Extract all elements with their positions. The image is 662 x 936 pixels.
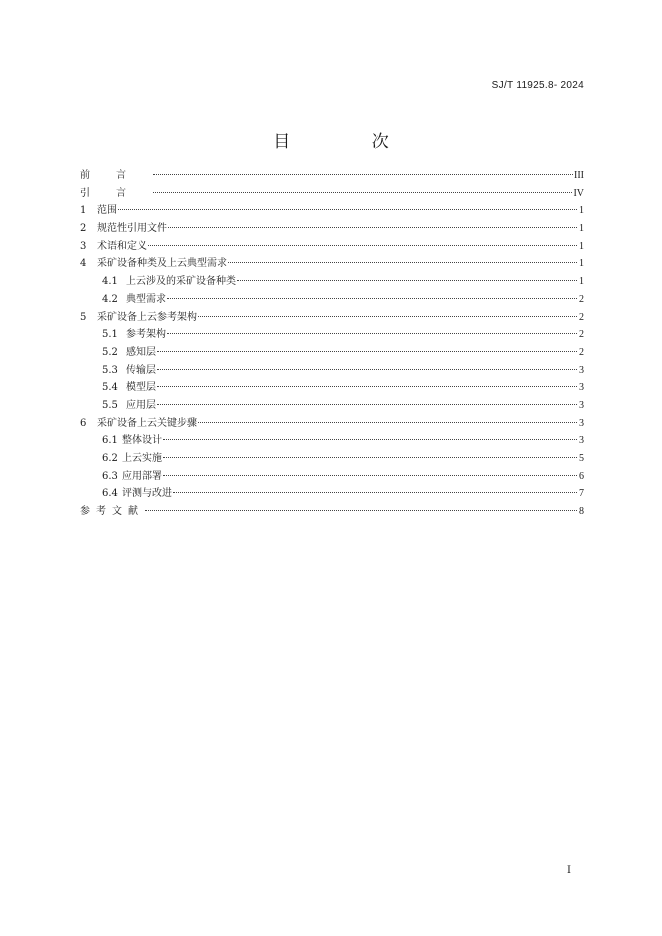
toc-entry-label: 采矿设备上云关键步骤: [97, 417, 197, 429]
toc-entry-page: 7: [579, 488, 584, 500]
toc-entry[interactable]: [80, 431, 584, 449]
toc-entry-number: 6: [80, 417, 87, 429]
dot-leader: [163, 439, 577, 440]
toc-entry-label: 评测与改进: [122, 488, 172, 500]
toc-entry[interactable]: [80, 219, 584, 237]
dot-leader: [237, 280, 577, 281]
toc-entry-number: 1: [80, 205, 87, 217]
toc-entry-number: 4.1: [102, 276, 118, 288]
toc-entry-number: 5: [80, 311, 87, 323]
toc-entry-label: 采矿设备种类及上云典型需求: [97, 258, 227, 270]
toc-entry-label: 采矿设备上云参考架构: [97, 311, 197, 323]
dot-leader: [157, 386, 577, 387]
toc-entry[interactable]: [80, 378, 584, 396]
toc-entry-number: 5.2: [102, 346, 118, 358]
toc-entry-label: 参考架构: [126, 329, 166, 341]
toc-entry-page: 1: [579, 205, 584, 217]
toc-entry-page: 1: [579, 258, 584, 270]
toc-entry-page: 3: [579, 435, 584, 447]
toc-entry[interactable]: [80, 414, 584, 432]
toc-entry-page: IV: [573, 187, 584, 199]
toc-entry-number: 6.3: [102, 470, 118, 482]
toc-entry[interactable]: [80, 201, 584, 219]
toc-entry-number: 6.2: [102, 453, 118, 464]
dot-leader: [145, 510, 577, 511]
toc-entry-page: 3: [579, 417, 584, 429]
toc-entry-label: 参考文献: [80, 506, 144, 518]
toc-entry-label: 规范性引用文件: [97, 223, 167, 235]
toc-entry-number: 3: [80, 240, 87, 252]
toc-entry-page: 3: [579, 399, 584, 411]
toc-entry-number: 5.4: [102, 382, 118, 394]
dot-leader: [167, 333, 577, 334]
toc-entry[interactable]: [80, 308, 584, 326]
toc-entry-label: 术语和定义: [97, 240, 147, 252]
page-number: I: [567, 865, 571, 876]
toc-entry-page: 2: [579, 346, 584, 358]
toc-entry-label: 模型层: [126, 382, 156, 394]
toc-entry[interactable]: [80, 272, 584, 290]
toc-entry[interactable]: [80, 237, 584, 255]
toc-entry-number: 5.1: [102, 329, 118, 341]
toc-entry-label: 传输层: [126, 364, 156, 376]
toc-entry-page: 3: [579, 382, 584, 394]
toc-entry[interactable]: [80, 290, 584, 308]
dot-leader: [163, 457, 577, 458]
toc-entry[interactable]: [80, 343, 584, 361]
toc-entry-number: 2: [80, 223, 87, 235]
dot-leader: [157, 404, 577, 405]
toc-entry[interactable]: [80, 502, 584, 520]
table-of-contents: [80, 166, 584, 520]
toc-entry-label: 整体设计: [122, 435, 162, 447]
dot-leader: [198, 422, 577, 423]
dot-leader: [153, 174, 573, 175]
toc-entry-page: 2: [579, 311, 584, 323]
toc-entry[interactable]: [80, 467, 584, 485]
toc-entry-label: 感知层: [126, 346, 156, 358]
toc-entry-page: 2: [579, 329, 584, 341]
toc-entry[interactable]: [80, 449, 584, 467]
toc-entry-page: 1: [579, 240, 584, 252]
toc-entry-page: 1: [579, 223, 584, 235]
toc-entry-number: 5.5: [102, 399, 118, 411]
dot-leader: [148, 245, 577, 246]
toc-entry-label: 引言: [80, 187, 152, 199]
toc-entry[interactable]: [80, 484, 584, 502]
toc-entry-number: 4: [80, 258, 87, 270]
toc-entry[interactable]: [80, 254, 584, 272]
dot-leader: [228, 262, 577, 263]
dot-leader: [163, 475, 577, 476]
dot-leader: [153, 192, 572, 193]
toc-entry-label: 范围: [97, 205, 117, 217]
dot-leader: [168, 227, 577, 228]
toc-entry-label: 前言: [80, 170, 152, 181]
dot-leader: [173, 492, 577, 493]
toc-entry[interactable]: [80, 184, 584, 202]
toc-entry-label: 上云涉及的采矿设备种类: [126, 276, 236, 288]
toc-entry[interactable]: [80, 361, 584, 379]
toc-entry[interactable]: [80, 396, 584, 414]
dot-leader: [198, 316, 577, 317]
toc-entry-page: 5: [579, 453, 584, 464]
toc-entry-page: 3: [579, 364, 584, 376]
toc-entry-page: III: [574, 170, 584, 181]
dot-leader: [157, 351, 577, 352]
toc-entry-number: 6.4: [102, 488, 118, 500]
toc-entry-page: 6: [579, 470, 584, 482]
page-title: 目 次: [273, 132, 427, 152]
toc-entry-label: 应用部署: [122, 470, 162, 482]
standard-code: SJ/T 11925.8- 2024: [491, 80, 584, 91]
toc-entry-label: 应用层: [126, 399, 156, 411]
toc-entry-page: 2: [579, 293, 584, 305]
toc-entry-number: 6.1: [102, 435, 118, 447]
toc-entry-number: 4.2: [102, 293, 118, 305]
toc-entry-page: 1: [579, 276, 584, 288]
toc-entry[interactable]: [80, 325, 584, 343]
dot-leader: [157, 369, 577, 370]
toc-entry-label: 典型需求: [126, 293, 166, 305]
toc-entry-number: 5.3: [102, 364, 118, 376]
toc-entry[interactable]: [80, 166, 584, 184]
toc-entry-page: 8: [579, 506, 584, 518]
toc-entry-label: 上云实施: [122, 453, 162, 464]
dot-leader: [167, 298, 577, 299]
dot-leader: [118, 209, 577, 210]
